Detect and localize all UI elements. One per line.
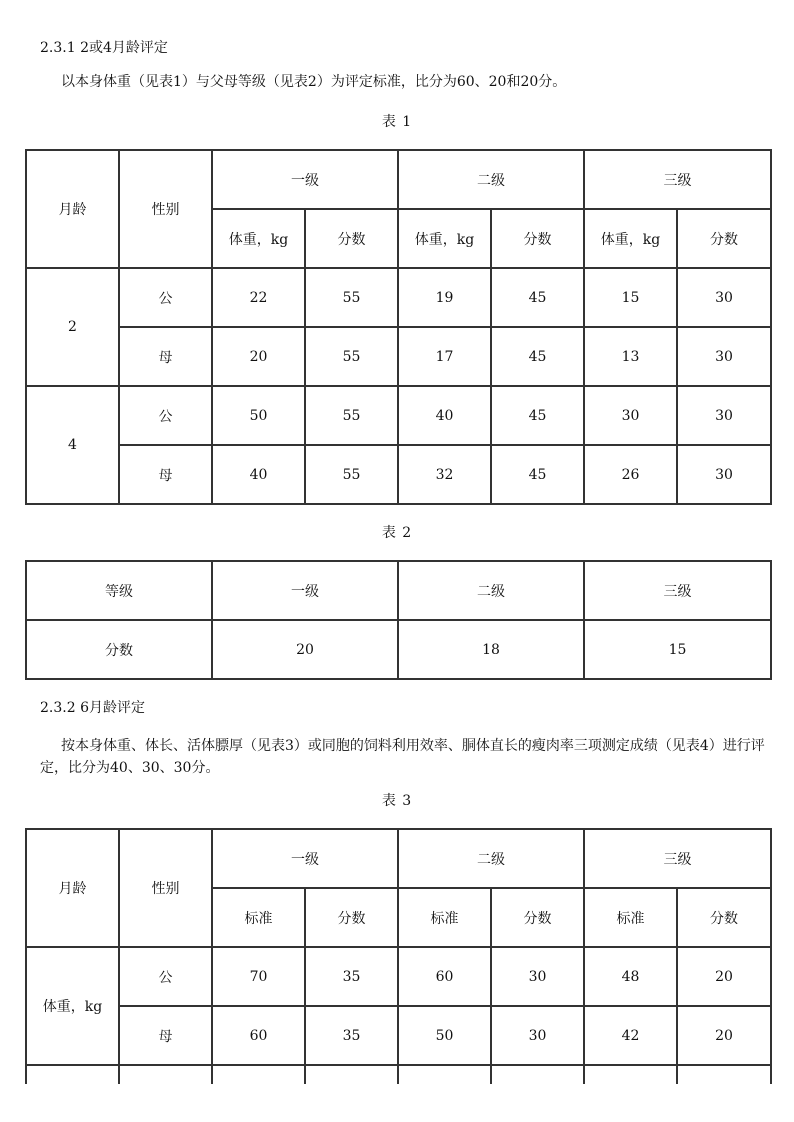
table2-header-cell: 一级 — [212, 561, 398, 620]
table3-empty-cell — [491, 1065, 584, 1084]
table1-value-cell: 55 — [305, 445, 398, 504]
table3-header-grade-1: 一级 — [212, 829, 398, 888]
table-row — [26, 561, 771, 620]
table-row — [26, 327, 771, 386]
table3-sex-cell: 公 — [119, 947, 212, 1006]
table3-group-cell: 体重，kg — [26, 947, 119, 1065]
table1-header-grade-1: 一级 — [212, 150, 398, 209]
table1-sex-cell: 母 — [119, 445, 212, 504]
table3 — [25, 828, 772, 1084]
table1-header-sex: 性别 — [119, 150, 212, 268]
table3-subheader-score: 分数 — [491, 888, 584, 947]
table1-value-cell: 55 — [305, 327, 398, 386]
table1-value-cell: 30 — [584, 386, 677, 445]
table2-header-cell: 二级 — [398, 561, 584, 620]
table1-value-cell: 30 — [677, 445, 771, 504]
table1-subheader-weight: 体重，kg — [398, 209, 491, 268]
table1-sex-cell: 公 — [119, 268, 212, 327]
table1-value-cell: 30 — [677, 268, 771, 327]
table1-value-cell: 45 — [491, 327, 584, 386]
section-paragraph-2-3-1: 以本身体重（见表1）与父母等级（见表2）为评定标准，比分为60、20和20分。 — [61, 74, 567, 90]
table-row — [26, 386, 771, 445]
table-row — [26, 445, 771, 504]
table3-subheader-standard: 标准 — [212, 888, 305, 947]
table-row-cut — [26, 1065, 771, 1084]
table3-value-cell: 20 — [677, 947, 771, 1006]
table3-header-grade-2: 二级 — [398, 829, 584, 888]
table3-value-cell: 48 — [584, 947, 677, 1006]
table3-header-grade-3: 三级 — [584, 829, 771, 888]
table1-subheader-score: 分数 — [677, 209, 771, 268]
section-paragraph-2-3-2: 按本身体重、体长、活体膘厚（见表3）或同胞的饲料利用效率、胴体直长的瘦肉率三项测定成绩（见表4）进行评定，比分为40、30、30分。 — [40, 738, 765, 776]
table1-header-grade-3: 三级 — [584, 150, 771, 209]
table2-header-cell: 等级 — [26, 561, 212, 620]
table1-value-cell: 32 — [398, 445, 491, 504]
table-row — [26, 947, 771, 1006]
table1-month-cell: 2 — [26, 268, 119, 386]
table1-subheader-weight: 体重，kg — [584, 209, 677, 268]
table3-caption: 表 3 — [381, 793, 413, 809]
table3-value-cell: 70 — [212, 947, 305, 1006]
table1-value-cell: 55 — [305, 268, 398, 327]
table1-value-cell: 40 — [398, 386, 491, 445]
table1-value-cell: 20 — [212, 327, 305, 386]
table2-value-cell: 20 — [212, 620, 398, 679]
table1-value-cell: 15 — [584, 268, 677, 327]
table3-subheader-score: 分数 — [677, 888, 771, 947]
table1-subheader-score: 分数 — [305, 209, 398, 268]
table2-value-cell: 15 — [584, 620, 771, 679]
table3-value-cell: 35 — [305, 947, 398, 1006]
table1-value-cell: 26 — [584, 445, 677, 504]
table1-value-cell: 45 — [491, 445, 584, 504]
table2 — [25, 560, 772, 680]
table3-sex-cell: 母 — [119, 1006, 212, 1065]
table3-value-cell: 30 — [491, 1006, 584, 1065]
table3-subheader-standard: 标准 — [584, 888, 677, 947]
table1-value-cell: 17 — [398, 327, 491, 386]
table1-value-cell: 13 — [584, 327, 677, 386]
table3-header-sex: 性别 — [119, 829, 212, 947]
table1-subheader-score: 分数 — [491, 209, 584, 268]
table3-header-month: 月龄 — [26, 829, 119, 947]
table1-header-grade-2: 二级 — [398, 150, 584, 209]
table1-value-cell: 19 — [398, 268, 491, 327]
table3-empty-cell — [305, 1065, 398, 1084]
table1-subheader-weight: 体重，kg — [212, 209, 305, 268]
table3-value-cell: 60 — [212, 1006, 305, 1065]
table3-value-cell: 20 — [677, 1006, 771, 1065]
table3-subheader-standard: 标准 — [398, 888, 491, 947]
table1-value-cell: 55 — [305, 386, 398, 445]
table1-sex-cell: 公 — [119, 386, 212, 445]
table1-value-cell: 40 — [212, 445, 305, 504]
table2-caption: 表 2 — [381, 525, 413, 541]
table1-value-cell: 45 — [491, 268, 584, 327]
table3-empty-cell — [212, 1065, 305, 1084]
table1-month-cell: 4 — [26, 386, 119, 504]
section-heading-2-3-1: 2.3.1 2或4月龄评定 — [40, 40, 168, 56]
section-heading-2-3-2: 2.3.2 6月龄评定 — [40, 700, 145, 716]
table3-empty-cell — [26, 1065, 119, 1084]
table1-value-cell: 30 — [677, 327, 771, 386]
table1-value-cell: 30 — [677, 386, 771, 445]
table1 — [25, 149, 772, 505]
table1-value-cell: 50 — [212, 386, 305, 445]
table3-empty-cell — [584, 1065, 677, 1084]
table3-subheader-score: 分数 — [305, 888, 398, 947]
table1-sex-cell: 母 — [119, 327, 212, 386]
table1-value-cell: 45 — [491, 386, 584, 445]
table2-header-cell: 三级 — [584, 561, 771, 620]
table3-empty-cell — [398, 1065, 491, 1084]
table-row — [26, 268, 771, 327]
table1-header-month: 月龄 — [26, 150, 119, 268]
table3-value-cell: 60 — [398, 947, 491, 1006]
table3-value-cell: 42 — [584, 1006, 677, 1065]
table2-value-cell: 18 — [398, 620, 584, 679]
table3-empty-cell — [677, 1065, 771, 1084]
table-row — [26, 1006, 771, 1065]
table1-caption: 表 1 — [381, 114, 413, 130]
table1-value-cell: 22 — [212, 268, 305, 327]
table3-value-cell: 30 — [491, 947, 584, 1006]
table-row — [26, 620, 771, 679]
table3-empty-cell — [119, 1065, 212, 1084]
table3-value-cell: 35 — [305, 1006, 398, 1065]
table2-value-cell: 分数 — [26, 620, 212, 679]
table3-value-cell: 50 — [398, 1006, 491, 1065]
